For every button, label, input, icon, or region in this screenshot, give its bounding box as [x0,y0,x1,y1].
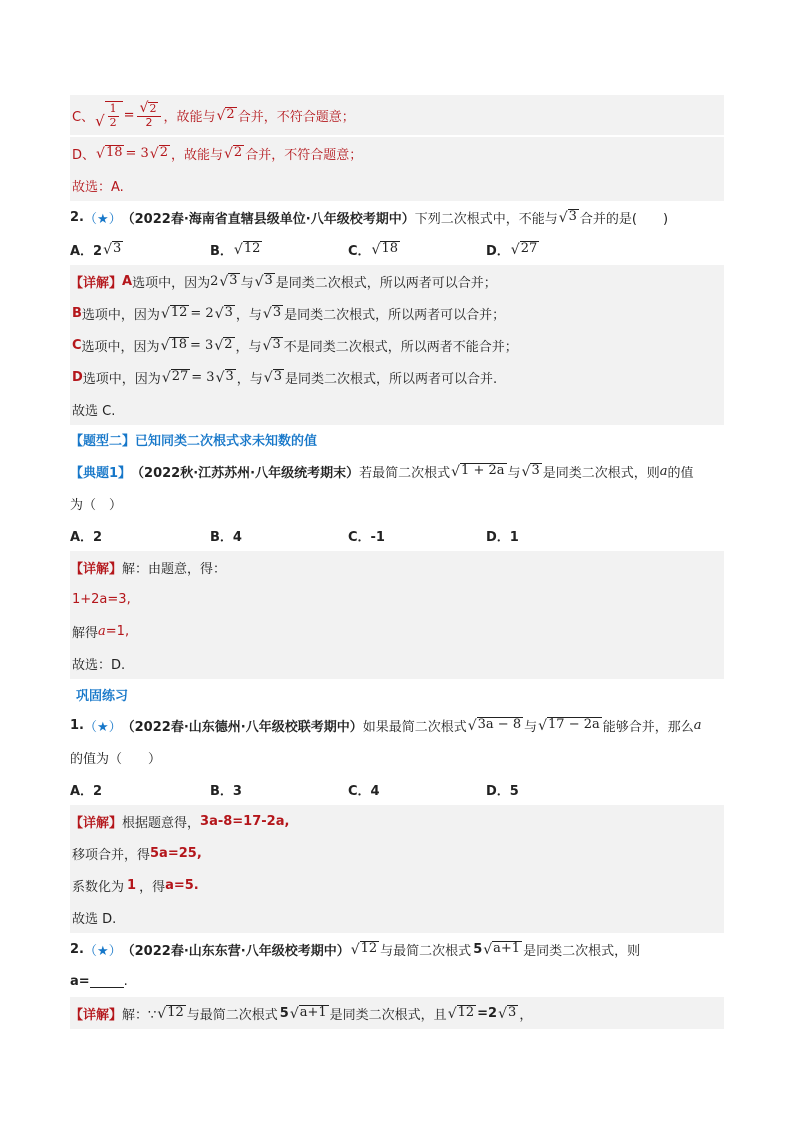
fraction: √ 2 2 [137,101,162,128]
option-c: C．-1 [348,529,385,545]
example-1-options [70,519,724,551]
option-c: C． √ 18 [348,241,399,259]
practice-1-continued: 的值为（ ） [70,751,162,767]
option-d: D．1 [486,529,519,545]
solution-4-line-2: 移项合并，得 5a=25, [70,837,724,869]
star-icon: （★） [83,211,122,227]
solution-line-c: C、 √ $\frac{1}{2}$ = √ 2 2 ，故能与 √ 2 合并，不符合题意； [70,95,724,135]
answer-blank[interactable] [90,974,124,988]
star-icon: （★） [83,719,122,735]
question-2: 2. （★） （2022春·海南省直辖县级单位·八年级校考期中） 下列二次根式中，不能与 √ 3 合并的是( ) [70,209,669,227]
solution-3-answer: 故选：D. [70,647,724,679]
section-title: 【题型二】已知同类二次根式求未知数的值 [70,433,318,449]
solution-4-answer: 故选 D. [70,901,724,933]
option-a: A．2 [70,529,103,545]
solution-3-line-2: 1+2a=3, [70,583,724,615]
solution-5-line-1: 【详解】 解：∵ √ 12 与最简二次根式 5 √ a+1 是同类二次根式，且 √ 12 =2 √ 3 ， [70,997,724,1029]
example-1: 【典题1】 （2022秋·江苏苏州·八年级统考期末） 若最简二次根式 √ 1 + 2a 与 √ 3 是同类二次根式，则 a 的值 [70,463,694,481]
solution-4-line-1: 【详解】 根据题意得， 3a-8=17-2a, [70,805,724,837]
question-2-options [70,233,724,265]
option-a: A．2 [70,783,103,799]
solution-2-line-3: C 选项中，因为 √ 18 = 3 √ 2 ，与 √ 3 不是同类二次根式，所以两者不能合并； [70,329,724,361]
solution-2-answer: 故选 C. [70,393,724,425]
radical: √ $\frac{1}{2}$ [95,101,123,128]
option-d: D． √ 27 [486,241,538,259]
practice-1-options [70,773,724,805]
solution-3-line-1: 【详解】 解：由题意，得： [70,551,724,583]
practice-2: 2. （★） （2022春·山东东营·八年级校考期中） √ 12 与最简二次根式 5 √ a+1 是同类二次根式，则 [70,941,641,959]
practice-1: 1. （★） （2022春·山东德州·八年级校联考期中） 如果最简二次根式 √ 3a − 8 与 √ 17 − 2a 能够合并，那么 a [70,717,702,735]
solution-3-line-3: 解得 a =1, [70,615,724,647]
solution-4-line-3: 系数化为 1 ，得 a=5. [70,869,724,901]
practice-title: 巩固练习 [76,688,129,704]
solution-2-line-4: D 选项中，因为 √ 27 = 3 √ 3 ，与 √ 3 是同类二次根式，所以两者可以合并. [70,361,724,393]
option-c: C．4 [348,783,380,799]
solution-line-d: D、 √ 18 = 3 √ 2 ，故能与 √ 2 合并，不符合题意； [70,137,724,169]
star-icon: （★） [83,943,122,959]
solution-2-line-1: 【详解】 A 选项中，因为 2 √ 3 与 √ 3 是同类二次根式，所以两者可以合并； [70,265,724,297]
example-1-continued: 为（ ） [70,497,123,513]
solution-answer: 故选：A. [70,169,724,201]
option-b: B．4 [210,529,242,545]
solution-2-line-2: B 选项中，因为 √ 12 = 2 √ 3 ，与 √ 3 是同类二次根式，所以两者可以合并； [70,297,724,329]
option-d: D．5 [486,783,519,799]
option-b: B． √ 12 [210,241,261,259]
option-a: A．2 √ 3 [70,241,122,259]
practice-2-blank: a= . [70,973,128,989]
option-b: B．3 [210,783,242,799]
